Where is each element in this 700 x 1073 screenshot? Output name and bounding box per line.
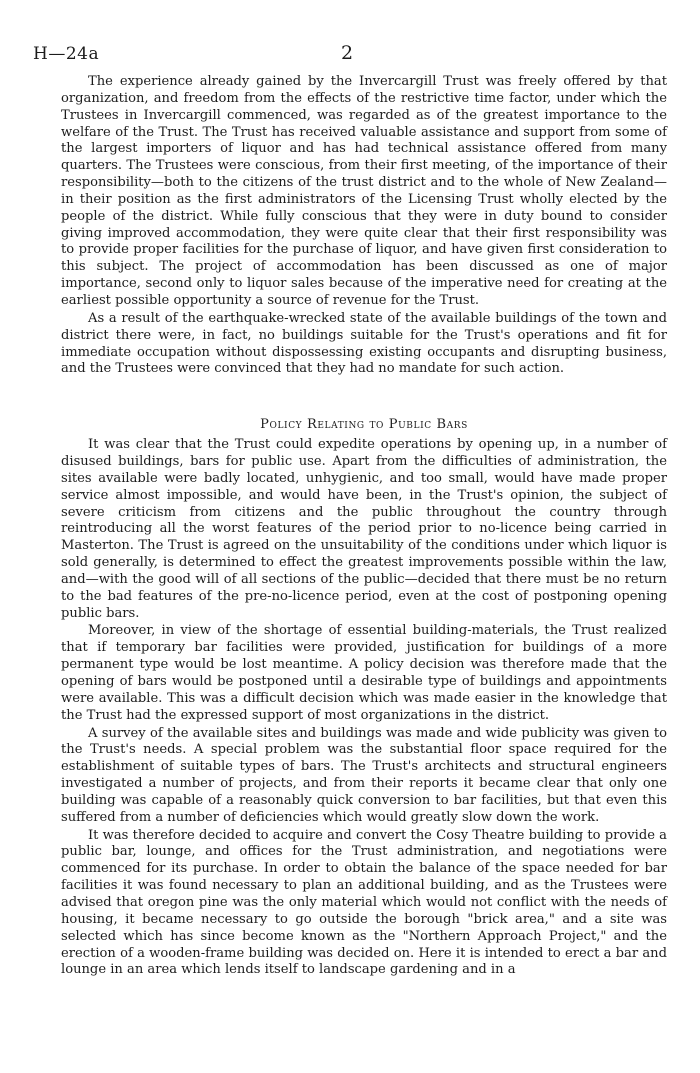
paragraph: A survey of the available sites and buildings was made and wide publicity was given to the Trust's needs. A special problem was the substantial floor space required for the establishment of suitable types of bars. The Trust's architects and structural engineers investigated a number of projects, and from their reports it became clear that only one building was capable of a reasonably quick conversion to bar facilities, but that even this suffered from a number of deficiencies which would greatly slow down the work. [61, 725, 667, 825]
section-spacer [61, 378, 667, 416]
page-header [33, 0, 667, 74]
paragraph: Moreover, in view of the shortage of essential building-materials, the Trust realized that if temporary bar facilities were provided, justification for buildings of a more permanent type would be lost meantime. A policy decision was therefore made that the opening of bars would be postponed until a desirable type of buildings and appointments were available. This was a difficult decision which was made easier in the knowledge that the Trust had the expressed support of most organizations in the district. [61, 623, 667, 723]
paragraph: It was clear that the Trust could expedite operations by opening up, in a number of disused buildings, bars for public use. Apart from the difficulties of administration, the sites available were badly located, unhygienic, and too small, would have made proper service almost impossible, and would have been, in the Trust's opinion, the subject of severe criticism from citizens and the public throughout the country through reintroducing all the worst features of the period prior to no-licence being carried in Masterton. The Trust is agreed on the unsuitability of the conditions under which liquor is sold generally, is determined to effect the greatest improvements possible within the law, and—with the good will of all sections of the public—decided that there must be no return to the bad features of the pre-no-licence period, even at the cost of postponing opening public bars. [61, 437, 667, 621]
paragraph: The experience already gained by the Invercargill Trust was freely offered by that organization, and freedom from the effects of the restrictive time factor, under which the Trustees in Invercargill commenced, was regarded as of the greatest importance to the welfare of the Trust. The Trust has received valuable assistance and support from some of the largest importers of liquor and has had technical assistance offered from many quarters. The Trustees were conscious, from their first meeting, of the importance of their responsibility—both to the citizens of the trust district and to the whole of New Zealand—in their position as the first administrators of the Licensing Trust wholly elected by the people of the district. While fully conscious that they were in duty bound to consider giving improved accommodation, they were quite clear that their first responsibility was to provide proper facilities for the purchase of liquor, and have given first consideration to this subject. The project of accommodation has been discussed as one of major importance, second only to liquor sales because of the imperative need for creating at the earliest possible opportunity a source of revenue for the Trust. [61, 74, 667, 308]
paragraph: It was therefore decided to acquire and convert the Cosy Theatre building to provide a public bar, lounge, and offices for the Trust administration, and negotiations were commenced for its purchase. In order to obtain the balance of the space needed for bar facilities it was found necessary to plan an additional building, and as the Trustees were advised that oregon pine was the only material which would not conflict with the needs of housing, it became necessary to go outside the borough "brick area," and a site was selected which has since become known as the "Northern Approach Project," and the erection of a wooden-frame building was decided on. Here it is intended to erect a bar and lounge in an area which lends itself to landscape gardening and in a [61, 827, 667, 978]
intro-section [61, 74, 667, 378]
document-page [33, 0, 667, 979]
public-bars-section [61, 416, 667, 979]
document-id: H—24a [33, 44, 100, 64]
paragraph: As a result of the earthquake-wrecked state of the available buildings of the town and district there were, in fact, no buildings suitable for the Trust's operations and fit for immediate occupation without dispossessing existing occupants and disrupting business, and the Trustees were convinced that they had no mandate for such action. [61, 310, 667, 377]
page-number: 2 [341, 42, 354, 64]
section-heading: Policy Relating to Public Bars [260, 417, 468, 433]
